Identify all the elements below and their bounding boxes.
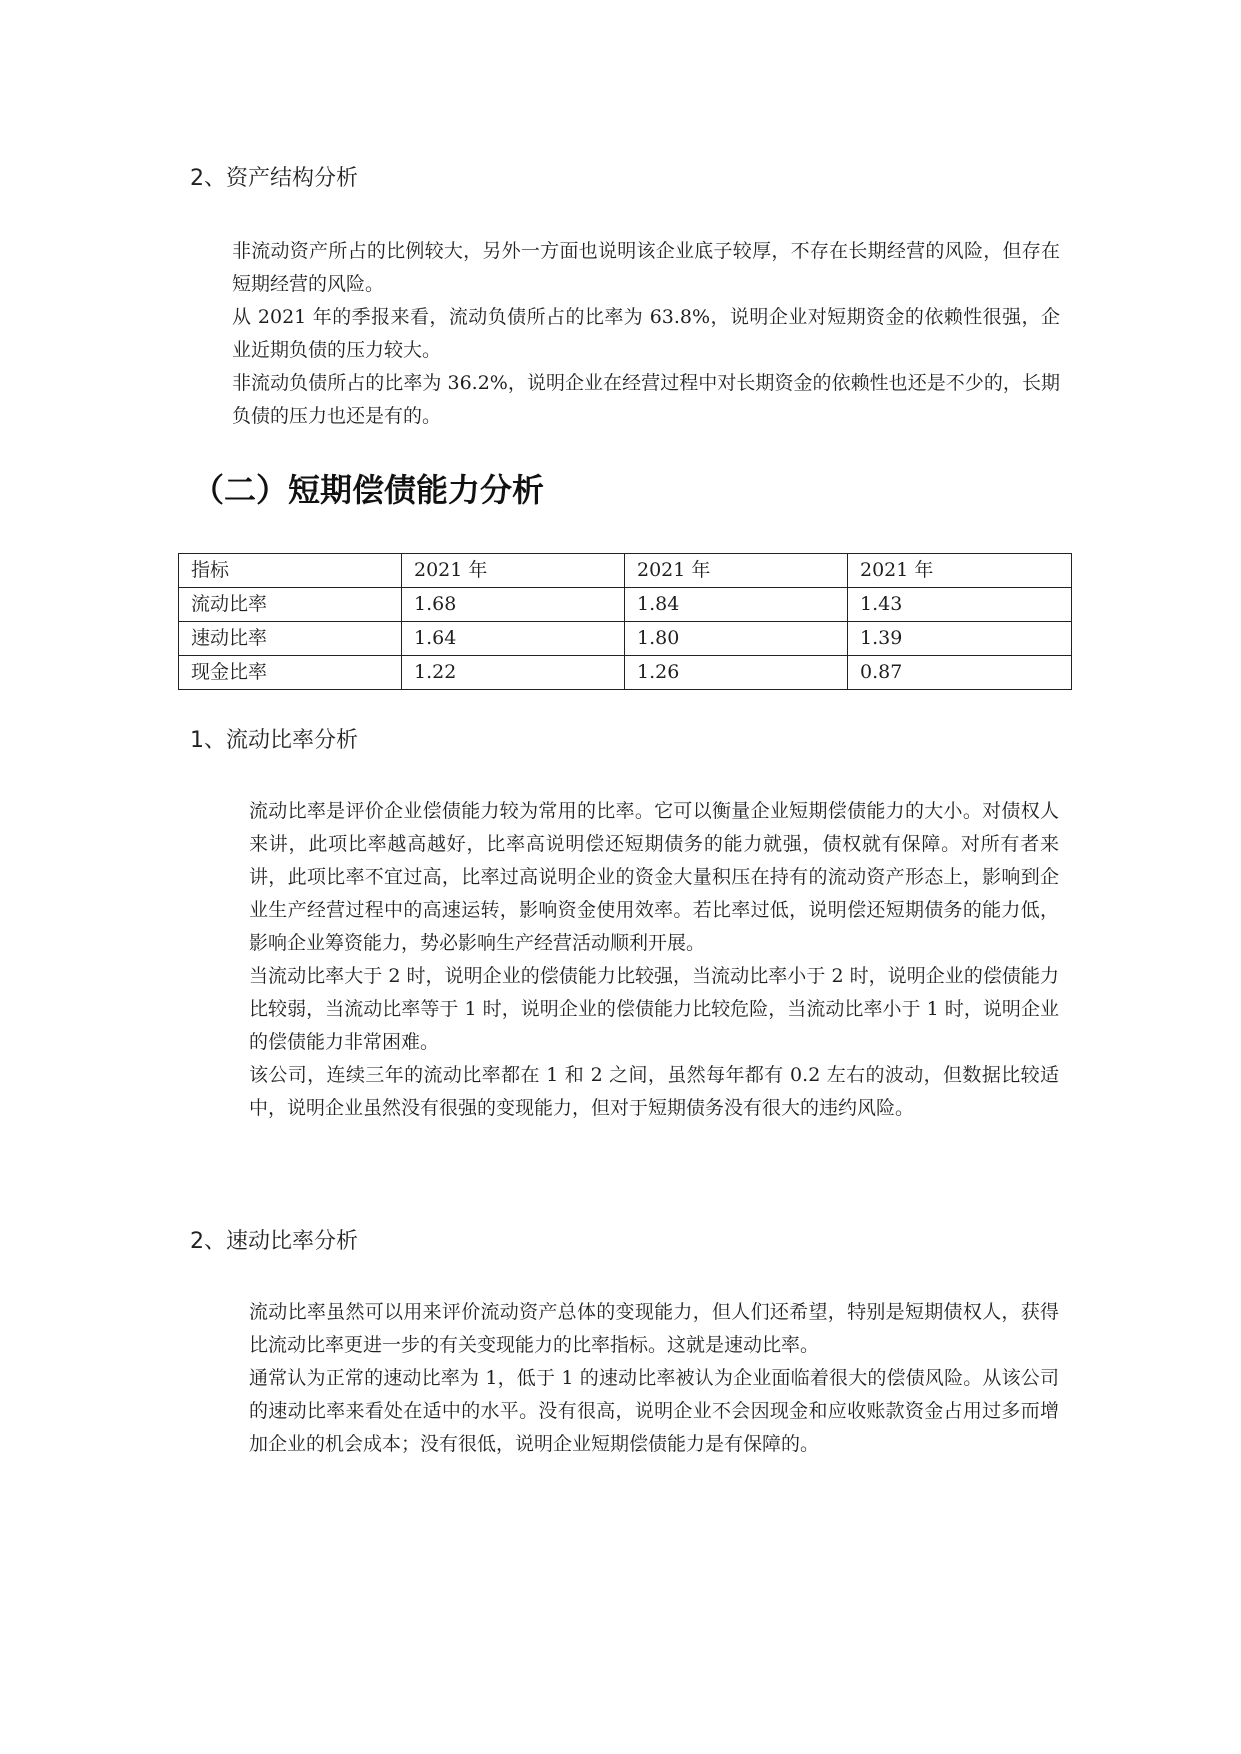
table-header-cell: 2021 年 [402, 554, 625, 588]
paragraph: 非流动负债所占的比率为 36.2%，说明企业在经营过程中对长期资金的依赖性也还是不少的，长期负债的压力也还是有的。 [232, 372, 1060, 427]
table-cell: 1.26 [625, 656, 848, 690]
current-ratio-body [249, 795, 1059, 1125]
table-cell: 1.80 [625, 622, 848, 656]
table-cell: 流动比率 [179, 588, 402, 622]
short-term-solvency-title: （二）短期偿债能力分析 [192, 471, 545, 509]
paragraph: 该公司，连续三年的流动比率都在 1 和 2 之间，虽然每年都有 0.2 左右的波动，但数据比较适中，说明企业虽然没有很强的变现能力，但对于短期债务没有很大的违约风险。 [249, 1064, 1059, 1119]
table-cell: 1.68 [402, 588, 625, 622]
current-ratio-heading: 1、流动比率分析 [190, 728, 358, 753]
table-cell: 1.84 [625, 588, 848, 622]
paragraph: 流动比率虽然可以用来评价流动资产总体的变现能力，但人们还希望，特别是短期债权人，获得比流动比率更进一步的有关变现能力的比率指标。这就是速动比率。 [249, 1301, 1059, 1356]
table-cell: 1.39 [848, 622, 1072, 656]
table-row [179, 622, 1072, 656]
table-header-row [179, 554, 1072, 588]
table-cell: 速动比率 [179, 622, 402, 656]
table-row [179, 588, 1072, 622]
quick-ratio-body [249, 1296, 1059, 1461]
paragraph: 通常认为正常的速动比率为 1，低于 1 的速动比率被认为企业面临着很大的偿债风险。从该公司的速动比率来看处在适中的水平。没有很高，说明企业不会因现金和应收账款资金占用过多而增加企业的机会成本；没有很低，说明企业短期偿债能力是有保障的。 [249, 1367, 1059, 1455]
table-cell: 1.22 [402, 656, 625, 690]
quick-ratio-heading: 2、速动比率分析 [190, 1229, 358, 1254]
paragraph: 当流动比率大于 2 时，说明企业的偿债能力比较强，当流动比率小于 2 时，说明企业的偿债能力比较弱，当流动比率等于 1 时，说明企业的偿债能力比较危险，当流动比率小于 1 时，说明企业的偿债能力非常困难。 [249, 965, 1059, 1053]
table-cell: 现金比率 [179, 656, 402, 690]
table-cell: 1.43 [848, 588, 1072, 622]
paragraph: 流动比率是评价企业偿债能力较为常用的比率。它可以衡量企业短期偿债能力的大小。对债权人来讲，此项比率越高越好，比率高说明偿还短期债务的能力就强，债权就有保障。对所有者来讲，此项比率不宜过高，比率过高说明企业的资金大量积压在持有的流动资产形态上，影响到企业生产经营过程中的高速运转，影响资金使用效率。若比率过低，说明偿还短期债务的能力低，影响企业筹资能力，势必影响生产经营活动顺利开展。 [249, 800, 1059, 954]
table-row [179, 656, 1072, 690]
table-header-cell: 2021 年 [625, 554, 848, 588]
table-header-cell: 指标 [179, 554, 402, 588]
table-cell: 1.64 [402, 622, 625, 656]
asset-structure-heading: 2、资产结构分析 [190, 166, 358, 191]
paragraph: 非流动资产所占的比例较大，另外一方面也说明该企业底子较厚，不存在长期经营的风险，但存在短期经营的风险。 [232, 240, 1060, 295]
solvency-ratio-table [178, 553, 1072, 690]
table-header-cell: 2021 年 [848, 554, 1072, 588]
paragraph: 从 2021 年的季报来看，流动负债所占的比率为 63.8%，说明企业对短期资金的依赖性很强，企业近期负债的压力较大。 [232, 306, 1060, 361]
asset-structure-body [232, 235, 1060, 433]
table-cell: 0.87 [848, 656, 1072, 690]
